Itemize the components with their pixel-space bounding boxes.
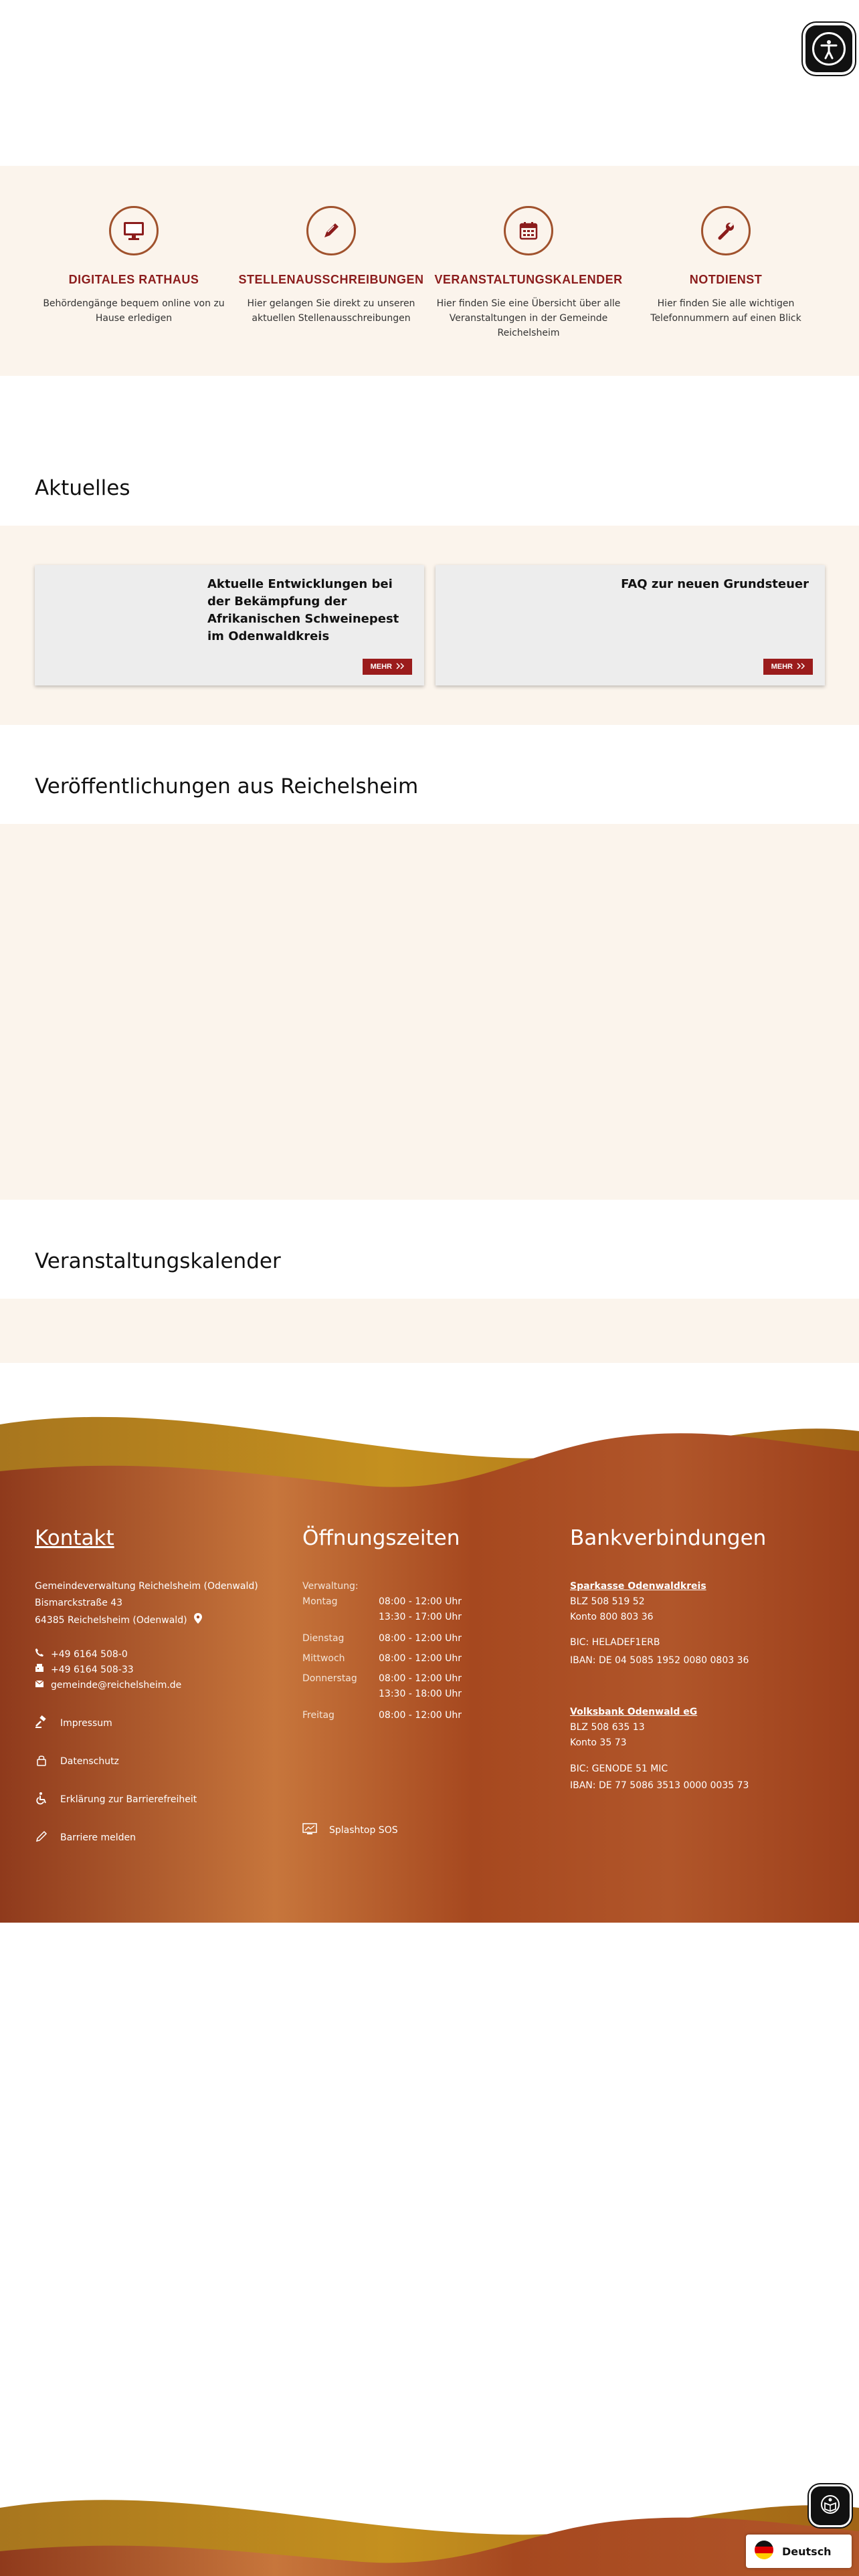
bank-blz: BLZ 508 635 13 <box>570 1722 645 1733</box>
footer-link-label: Impressum <box>60 1718 112 1729</box>
contact-fax: +49 6164 508-33 <box>51 1665 134 1675</box>
calendar-section <box>0 1299 859 1363</box>
contact-email: gemeinde@reichelsheim.de <box>51 1680 182 1691</box>
bank-heading: Bankverbindungen <box>570 1526 767 1550</box>
contact-phone: +49 6164 508-0 <box>51 1649 128 1660</box>
hours-time: 08:00 - 12:00 Uhr <box>379 1710 462 1721</box>
publications-section <box>0 824 859 1200</box>
contact-street: Bismarckstraße 43 <box>35 1598 123 1608</box>
more-label: MEHR <box>771 663 793 671</box>
bank-bic: BIC: HELADEF1ERB <box>570 1637 660 1648</box>
footer-link-label: Erklärung zur Barrierefreiheit <box>60 1794 197 1805</box>
pencil-icon <box>306 206 356 255</box>
service-title: VERANSTALTUNGSKALENDER <box>434 273 623 286</box>
wrench-icon <box>701 206 751 255</box>
fax-icon <box>35 1663 44 1677</box>
service-stellenausschreibungen[interactable] <box>234 206 428 326</box>
service-veranstaltungskalender[interactable] <box>432 206 626 340</box>
news-card-title: Aktuelle Entwicklungen bei der Bekämpfung der Afrikanischen Schweinepest im Odenwaldkreis <box>207 577 399 643</box>
contact-city: 64385 Reichelsheim (Odenwald) <box>35 1615 187 1626</box>
language-label: Deutsch <box>782 2545 832 2558</box>
monitor-icon <box>109 206 159 255</box>
news-heading: Aktuelles <box>35 476 130 500</box>
hours-day: Dienstag <box>302 1633 345 1644</box>
bank-blz: BLZ 508 519 52 <box>570 1596 645 1607</box>
hours-day: Freitag <box>302 1710 335 1721</box>
news-card[interactable] <box>436 565 825 685</box>
contact-fax-row <box>35 1663 134 1677</box>
service-digitales-rathaus[interactable] <box>37 206 231 326</box>
hours-day: Donnerstag <box>302 1673 357 1684</box>
hours-time: 08:00 - 12:00 Uhr <box>379 1673 462 1684</box>
gavel-icon <box>35 1715 48 1731</box>
hours-heading: Öffnungszeiten <box>302 1526 460 1550</box>
monitor-icon <box>302 1822 317 1838</box>
footer-link-datenschutz[interactable] <box>35 1753 119 1769</box>
calendar-heading: Veranstaltungskalender <box>35 1249 281 1273</box>
contact-city-row <box>35 1613 202 1628</box>
phone-icon <box>35 1648 44 1661</box>
bank-link-sparkasse[interactable]: Sparkasse Odenwaldkreis <box>570 1581 706 1592</box>
reader-button[interactable] <box>811 2486 850 2525</box>
hours-time: 13:30 - 18:00 Uhr <box>379 1689 462 1699</box>
service-title: DIGITALES RATHAUS <box>68 273 199 286</box>
publications-heading: Veröffentlichungen aus Reichelsheim <box>35 774 419 798</box>
bank-bic: BIC: GENODE 51 MIC <box>570 1763 668 1774</box>
more-button[interactable] <box>363 659 412 675</box>
splashtop-link[interactable] <box>302 1822 398 1838</box>
german-flag-icon <box>754 2540 774 2563</box>
accessibility-icon <box>812 32 846 66</box>
footer-link-barrierefreiheit[interactable] <box>35 1792 197 1808</box>
hours-time: 13:30 - 17:00 Uhr <box>379 1612 462 1622</box>
footer-link-impressum[interactable] <box>35 1715 112 1731</box>
bank-konto: Konto 800 803 36 <box>570 1612 654 1622</box>
bottom-wave-decoration <box>0 2458 859 2576</box>
news-card-title: FAQ zur neuen Grundsteuer <box>621 577 809 591</box>
service-description: Behördengänge bequem online von zu Hause erledigen <box>43 298 225 324</box>
bank-iban: IBAN: DE 77 5086 3513 0000 0035 73 <box>570 1780 749 1791</box>
more-button[interactable] <box>763 659 813 675</box>
wheelchair-icon <box>35 1792 48 1808</box>
contact-org: Gemeindeverwaltung Reichelsheim (Odenwald) <box>35 1581 258 1592</box>
hours-day: Montag <box>302 1596 338 1607</box>
envelope-icon <box>35 1679 44 1692</box>
calendar-icon <box>504 206 553 255</box>
service-notdienst[interactable] <box>629 206 823 326</box>
hours-time: 08:00 - 12:00 Uhr <box>379 1596 462 1607</box>
double-chevron-right-icon <box>797 663 806 671</box>
service-description: Hier finden Sie eine Übersicht über alle Veranstaltungen in der Gemeinde Reichelsheim <box>436 298 621 338</box>
more-label: MEHR <box>370 663 392 671</box>
services-section <box>0 166 859 376</box>
hours-day: Mittwoch <box>302 1653 345 1664</box>
double-chevron-right-icon <box>396 663 405 671</box>
footer-link-label: Barriere melden <box>60 1832 136 1843</box>
accessibility-button[interactable] <box>805 25 852 72</box>
book-reader-icon <box>820 2494 841 2518</box>
language-selector[interactable] <box>746 2535 852 2568</box>
hours-time: 08:00 - 12:00 Uhr <box>379 1653 462 1664</box>
lock-icon <box>35 1753 48 1769</box>
hours-label: Verwaltung: <box>302 1581 359 1592</box>
footer-link-label: Datenschutz <box>60 1756 119 1767</box>
pencil-icon <box>35 1830 48 1846</box>
contact-phone-row[interactable] <box>35 1648 128 1661</box>
news-card[interactable] <box>35 565 424 685</box>
bank-konto: Konto 35 73 <box>570 1737 627 1748</box>
service-title: STELLENAUSSCHREIBUNGEN <box>238 273 424 286</box>
service-description: Hier finden Sie alle wichtigen Telefonnummern auf einen Blick <box>650 298 801 324</box>
contact-heading[interactable]: Kontakt <box>35 1526 114 1550</box>
contact-email-row[interactable] <box>35 1679 181 1692</box>
map-pin-icon[interactable] <box>194 1613 202 1628</box>
bank-iban: IBAN: DE 04 5085 1952 0080 0803 36 <box>570 1655 749 1666</box>
hours-time: 08:00 - 12:00 Uhr <box>379 1633 462 1644</box>
bank-link-volksbank[interactable]: Volksbank Odenwald eG <box>570 1707 698 1717</box>
service-title: NOTDIENST <box>689 273 763 286</box>
footer-link-barriere-melden[interactable] <box>35 1830 136 1846</box>
splashtop-label: Splashtop SOS <box>329 1825 398 1836</box>
service-description: Hier gelangen Sie direkt zu unseren aktuellen Stellenausschreibungen <box>247 298 415 324</box>
